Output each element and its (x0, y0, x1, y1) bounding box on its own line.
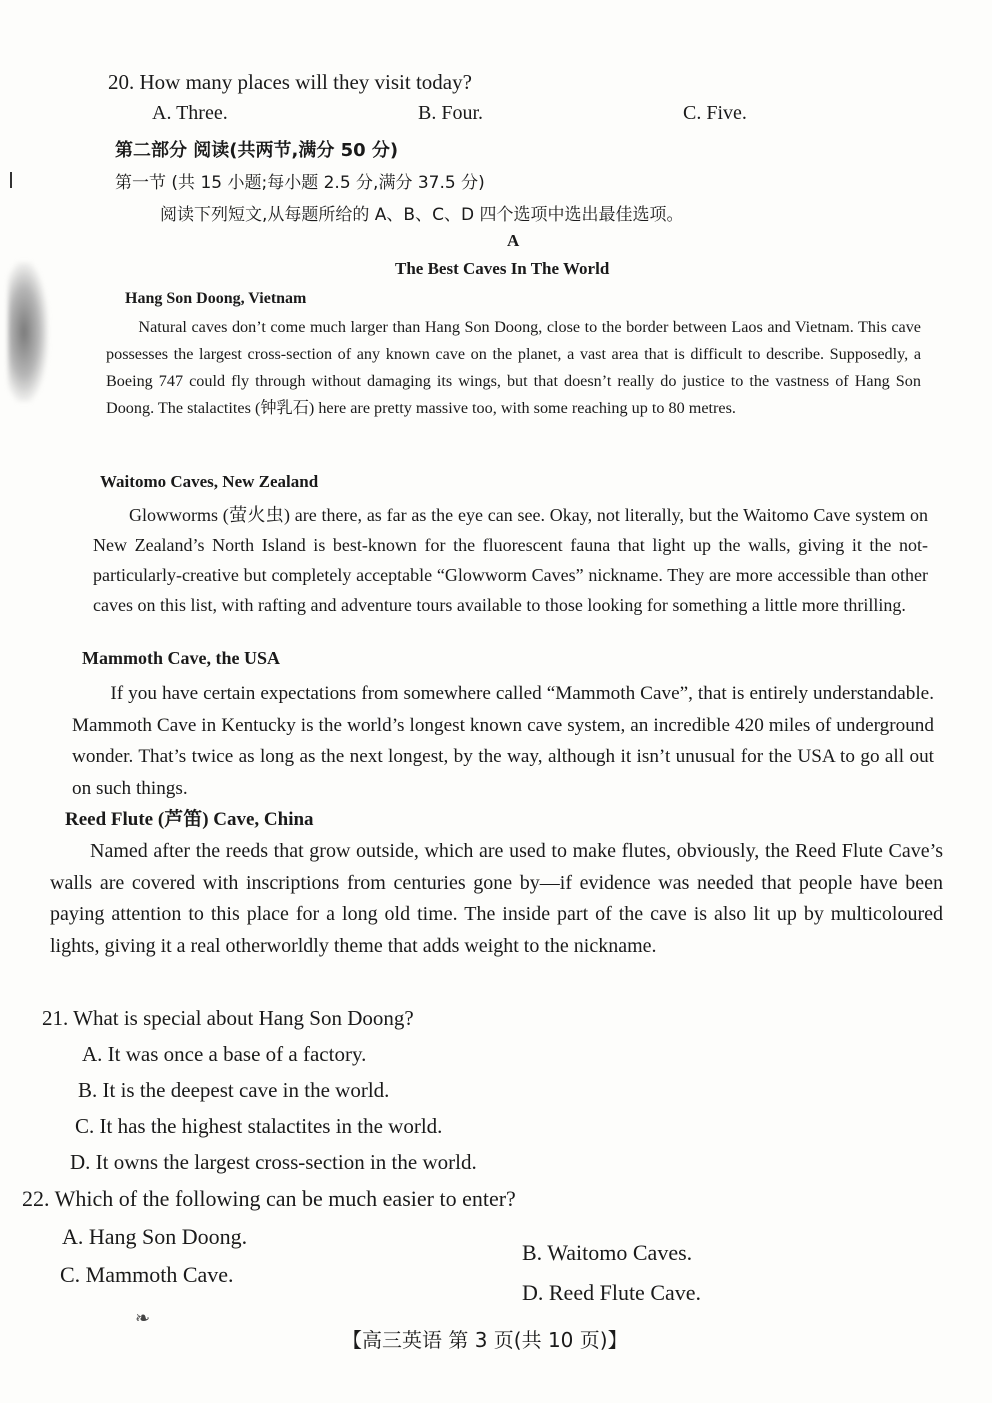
scan-smudge (8, 262, 48, 402)
scan-artifact: ❧ (135, 1308, 151, 1328)
q22-option-b: B. Waitomo Caves. (522, 1240, 693, 1265)
cave-heading-hang-son-doong: Hang Son Doong, Vietnam (125, 290, 307, 307)
cave-text-reed-flute: Named after the reeds that grow outside, which are used to make flutes, obviously, the Reed Flute Cave’s walls are covered with inscriptions from centuries gone by—if evidence was needed that people have been paying attention to this place for a long old time. The inside part of the cave is also lit up by multicoloured lights, giving it a real otherworldly theme that adds weight to the nickname. (50, 840, 943, 957)
part-heading: 第二部分 阅读(共两节,满分 50 分) (115, 140, 399, 161)
q20-option-a: A. Three. (152, 102, 228, 124)
q21-option-c: C. It has the highest stalactites in the world. (75, 1114, 443, 1138)
q22-option-d: D. Reed Flute Cave. (522, 1280, 702, 1305)
q21-option-d: D. It owns the largest cross-section in the world. (70, 1150, 477, 1174)
q21-question: 21. What is special about Hang Son Doong? (42, 1006, 414, 1030)
q20-option-b: B. Four. (418, 102, 484, 124)
q21-option-b: B. It is the deepest cave in the world. (78, 1078, 390, 1102)
instructions: 阅读下列短文,从每题所给的 A、B、C、D 四个选项中选出最佳选项。 (160, 205, 684, 225)
cave-text-hang-son-doong: Natural caves don’t come much larger than Hang Son Doong, close to the border between Laos and Vietnam. This cave possesses the largest cross-section of any known cave on the planet, a vast area that is difficult to describe. Supposedly, a Boeing 747 could fly through without damaging its wings, but that doesn’t really do justice to the vastness of Hang Son Doong. The stalactites (钟乳石) here are pretty massive too, with some reaching up to 80 metres. (106, 318, 921, 417)
q21-option-a: A. It was once a base of a factory. (82, 1042, 367, 1066)
cave-heading-mammoth: Mammoth Cave, the USA (82, 648, 280, 668)
cave-heading-waitomo: Waitomo Caves, New Zealand (100, 472, 319, 491)
q20-question: 20. How many places will they visit today? (108, 70, 472, 94)
passage-letter: A (507, 231, 520, 250)
cave-heading-reed-flute: Reed Flute (芦笛) Cave, China (65, 809, 314, 830)
q22-question: 22. Which of the following can be much easier to enter? (22, 1186, 516, 1211)
passage-title: The Best Caves In The World (395, 259, 610, 278)
page-footer: 【高三英语 第 3 页(共 10 页)】 (342, 1328, 628, 1352)
q20-option-c: C. Five. (683, 102, 747, 124)
cave-text-waitomo: Glowworms (萤火虫) are there, as far as the eye can see. Okay, not literally, but the Waitomo Cave system on New Zealand’s North Island is best-known for the fluorescent fauna that light up the walls, giving it the not-particularly-creative but completely acceptable “Glowworm Caves” nickname. They are more accessible than other caves on this list, with rafting and adventure tours available to those looking for something a little more thrilling. (93, 505, 928, 615)
q22-option-a: A. Hang Son Doong. (62, 1224, 248, 1249)
cave-text-mammoth: If you have certain expectations from somewhere called “Mammoth Cave”, that is entirely understandable. Mammoth Cave in Kentucky is the world’s longest known cave system, an incredible 420 miles of underground wonder. That’s twice as long as the next longest, by the way, although it isn’t unusual for the USA to go all out on such things. (72, 683, 934, 799)
scan-mark (10, 172, 12, 188)
section-heading: 第一节 (共 15 小题;每小题 2.5 分,满分 37.5 分) (115, 173, 485, 193)
q22-option-c: C. Mammoth Cave. (60, 1262, 234, 1287)
